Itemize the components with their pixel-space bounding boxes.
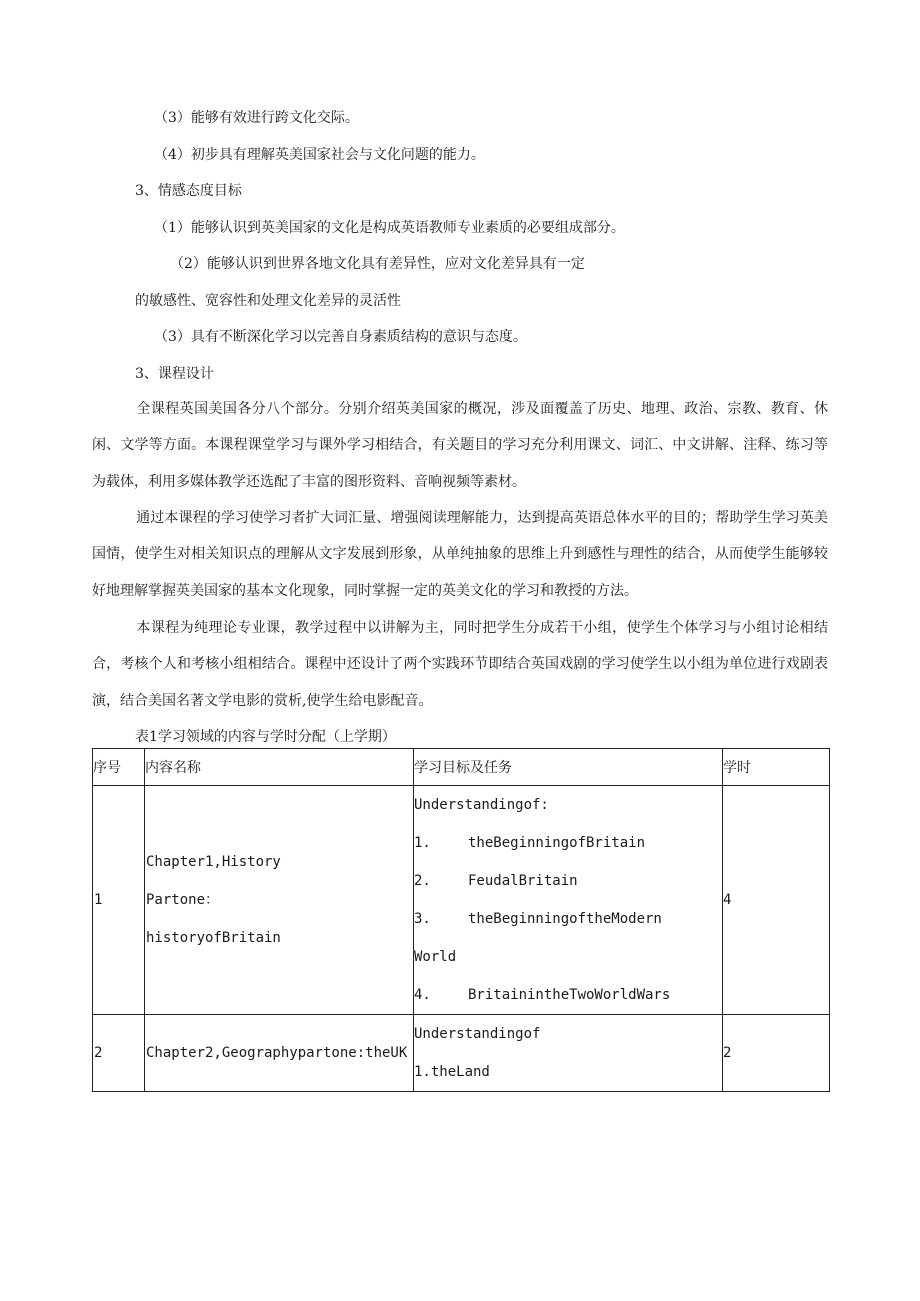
goal-intro: Understandingof: [414, 1026, 541, 1042]
row-name: [145, 1015, 414, 1092]
design-paragraph-3: 本课程为纯理论专业课，教学过程中以讲解为主，同时把学生分成若干小组，使学生个体学习与小组讨论相结合，考核个人和考核小组相结合。课程中还设计了两个实践环节即结合英国戏剧的学习使学生以小组为单位进行戏剧表演，结合美国名著文学电影的赏析,使学生给电影配音。: [92, 620, 828, 709]
row-no: 2: [93, 1015, 145, 1092]
affective-item-2-line1: （2）能够认识到世界各地文化具有差异性，应对文化差异具有一定: [170, 256, 585, 272]
row-goals: [414, 786, 723, 1015]
row-name: [145, 786, 414, 1015]
row-name-line: Chapter1,History: [146, 854, 281, 870]
design-paragraph-1: 全课程英国美国各分八个部分。分别介绍英美国家的概况，涉及面覆盖了历史、地理、政治、宗教、教育、休闲、文学等方面。本课程课堂学习与课外学习相结合，有关题目的学习充分利用课文、词汇、中文讲解、注释、练习等为载体，利用多媒体教学还选配了丰富的图形资料、音响视频等素材。: [92, 401, 828, 490]
row-name-line: Chapter2,Geographypartone:theUK: [146, 1045, 408, 1061]
table-caption: 表1学习领域的内容与学时分配（上学期）: [135, 729, 396, 745]
header-name: 内容名称: [145, 749, 414, 786]
table-row: [93, 786, 830, 1015]
learning-content-table: [92, 748, 830, 1092]
objective-item-4: （4）初步具有理解英美国家社会与文化问题的能力。: [154, 147, 485, 163]
affective-item-3: （3）具有不断深化学习以完善自身素质结构的意识与态度。: [154, 329, 527, 345]
affective-heading: 3、情感态度目标: [135, 183, 242, 199]
goal-intro: Understandingof:: [414, 797, 549, 813]
header-goal: 学习目标及任务: [414, 749, 723, 786]
table-header-row: [93, 749, 830, 786]
header-no: 序号: [93, 749, 145, 786]
row-name-line: Partone：: [146, 892, 220, 908]
row-name-line: historyofBritain: [146, 930, 281, 946]
row-goals: [414, 1015, 723, 1092]
table-row: [93, 1015, 830, 1092]
goal-item: 3. theBeginningoftheModern: [414, 911, 662, 927]
row-hours: 4: [723, 786, 830, 1015]
row-no: 1: [93, 786, 145, 1015]
goal-item: 2. FeudalBritain: [414, 873, 578, 889]
course-design-heading: 3、课程设计: [135, 366, 214, 382]
goal-item: World: [414, 949, 457, 965]
affective-item-1: （1）能够认识到英美国家的文化是构成英语教师专业素质的必要组成部分。: [154, 220, 625, 236]
objective-item-3: （3）能够有效进行跨文化交际。: [154, 110, 359, 126]
goal-item: 1.theLand: [414, 1064, 490, 1080]
header-hours: 学时: [723, 749, 830, 786]
affective-item-2-line2: 的敏感性、宽容性和处理文化差异的灵活性: [135, 293, 401, 309]
goal-item: 4. BritainintheTwoWorldWars: [414, 987, 671, 1003]
goal-item: 1. theBeginningofBritain: [414, 835, 646, 851]
design-paragraph-2: 通过本课程的学习使学习者扩大词汇量、增强阅读理解能力，达到提高英语总体水平的目的；帮助学生学习英美国情，使学生对相关知识点的理解从文字发展到形象，从单纯抽象的思维上升到感性与理性的结合，从而使学生能够较好地理解掌握英美国家的基本文化现象，同时掌握一定的英美文化的学习和教授的方法。: [92, 510, 828, 599]
row-hours: 2: [723, 1015, 830, 1092]
